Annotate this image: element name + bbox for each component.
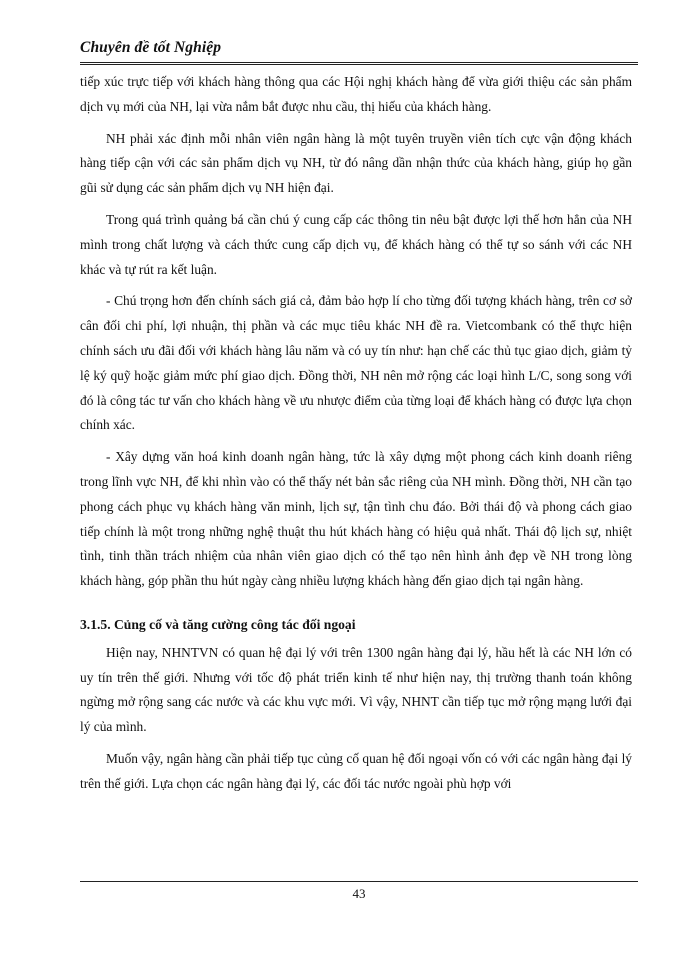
paragraph-advertising: Trong quá trình quảng bá cần chú ý cung cấp các thông tin nêu bật được lợi thế hơn hẳn của NH mình trong chất lượng và cách thức cung cấp dịch vụ, để khách hàng có thể tự so sánh với các NH khác và tự rút ra kết luận. [80, 211, 632, 277]
header-divider [80, 62, 638, 65]
paragraph-continuation: tiếp xúc trực tiếp với khách hàng thông qua các Hội nghị khách hàng để vừa giới thiệu các sản phẩm dịch vụ mới của NH, lại vừa nắm bắt được nhu cầu, thị hiếu của khách hàng. [80, 74, 632, 114]
footer-divider [80, 881, 638, 882]
page-content [80, 70, 632, 804]
paragraph-correspondent-banks: Hiện nay, NHNTVN có quan hệ đại lý với trên 1300 ngân hàng đại lý, hầu hết là các NH lớn có uy tín trên thế giới. Nhưng với tốc độ phát triển kinh tế như hiện nay, thị trường thanh toán không ngừng mở rộng sang các nước và các khu vực mới. Vì vậy, NHNT cần tiếp tục mở rộng mạng lưới đại lý của mình. [80, 644, 632, 735]
paragraph-staff-promotion: NH phải xác định mỗi nhân viên ngân hàng là một tuyên truyền viên tích cực vận động khách hàng tiếp cận với các sản phẩm dịch vụ NH, từ đó nâng dần nhận thức của khách hàng, giúp họ gần gũi sử dụng các sản phẩm dịch vụ NH hiện đại. [80, 130, 632, 196]
document-header-title: Chuyên đề tốt Nghiệp [80, 39, 222, 56]
paragraph-business-culture: - Xây dựng văn hoá kinh doanh ngân hàng, tức là xây dựng một phong cách kinh doanh riêng trong lĩnh vực NH, để khi nhìn vào có thể thấy nét bản sắc riêng của NH mình. Đồng thời, NH cần tạo phong cách phục vụ khách hàng văn minh, lịch sự, tận tình chu đáo. Bởi thái độ và phong cách giao tiếp chính là một trong những nghệ thuật thu hút khách hàng có hiệu quả nhất. Thái độ lịch sự, nhiệt tình, tinh thần trách nhiệm của nhân viên giao dịch có thể tạo nên hình ảnh đẹp về NH trong lòng khách hàng, góp phần thu hút ngày càng nhiều lượng khách hàng đến giao dịch tại ngân hàng. [80, 449, 632, 589]
section-heading: 3.1.5. Củng cố và tăng cường công tác đối ngoại [80, 616, 356, 632]
paragraph-pricing-policy: - Chú trọng hơn đến chính sách giá cả, đảm bảo hợp lí cho từng đối tượng khách hàng, trên cơ sở cân đối chi phí, lợi nhuận, thị phần và các mục tiêu khác NH đề ra. Vietcombank có thể thực hiện chính sách ưu đãi đối với khách hàng lâu năm và có uy tín như: hạn chế các thủ tục giao dịch, giảm tỷ lệ ký quỹ hoặc giảm mức phí giao dịch. Đồng thời, NH nên mở rộng các loại hình L/C, song song với đó là công tác tư vấn cho khách hàng về ưu nhược điểm của từng loại để khách hàng có được lựa chọn chính xác. [80, 293, 632, 433]
paragraph-foreign-relations: Muốn vậy, ngân hàng cần phải tiếp tục củng cố quan hệ đối ngoại vốn có với các ngân hàng đại lý trên thế giới. Lựa chọn các ngân hàng đại lý, các đối tác nước ngoài phù hợp với [80, 750, 632, 791]
page-number: 43 [352, 886, 366, 901]
